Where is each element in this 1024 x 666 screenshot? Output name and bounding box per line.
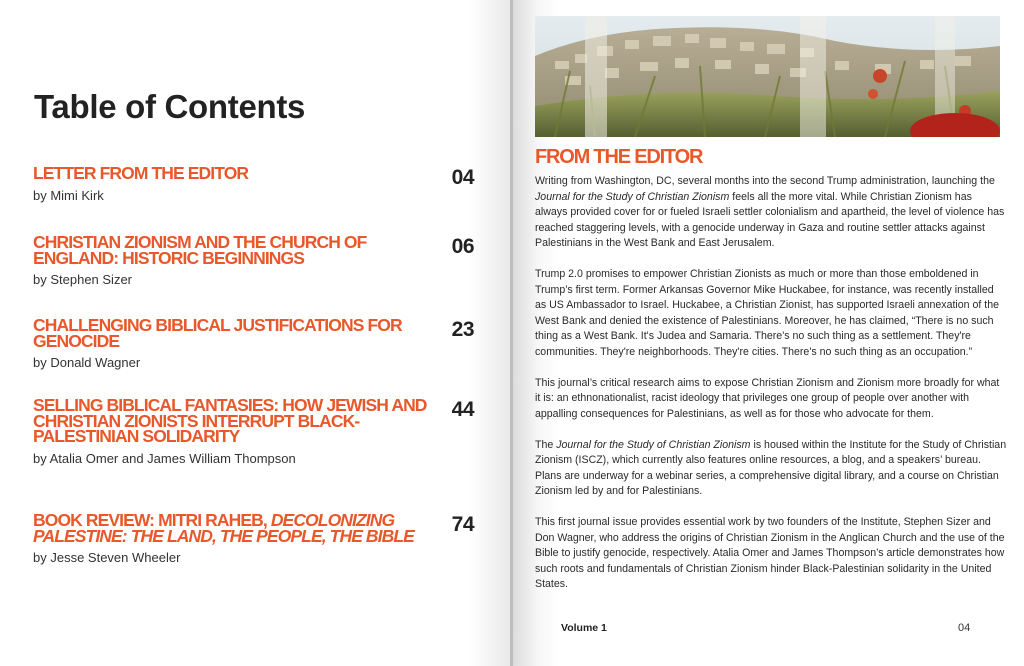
toc-entry[interactable] [33,232,478,287]
toc-entry-title: CHALLENGING BIBLICAL JUSTIFICATIONS FOR GENOCIDE [33,315,402,351]
toc-entry-page-number: 23 [451,318,474,341]
text-span: feels all the more vital. While Christian Zionism has always provided cover for or fueled Israeli settler colonialism and apartheid, the level of violence has reached staggering levels, with a genocide underway in Gaza and routine settler attacks against Palestinians in the West Bank and East Jerusalem. [535,190,1005,249]
page-number: 04 [958,622,971,634]
body-paragraph: This first journal issue provides essential work by two founders of the Institute, Stephen Sizer and Don Wagner, who address the origins of Christian Zionism in the Anglican Church and the use of the Bible to justify genocide, respectively. Atalia Omer and James Thompson’s article demonstrates how such roots and fundamentals of Christian Zionism hinder Black-Palestinian solidarity in the United States. [535,516,1005,590]
toc-entry-title: SELLING BIBLICAL FANTASIES: HOW JEWISH AND CHRISTIAN ZIONISTS INTERRUPT BLACK-PALESTINIAN SOLIDARITY [33,395,427,446]
toc-entry[interactable] [33,395,478,466]
toc-entry-author: by Donald Wagner [33,355,141,370]
body-paragraph: This journal’s critical research aims to expose Christian Zionism and Zionism more broadly for what it is: an ethnonationalist, racist ideology that privileges one group of people over another with appalling consequences for Palestinians, as well as for those who advocate for them. [535,376,1000,420]
toc-entry-page-number: 06 [451,235,474,258]
toc-entry-title: LETTER FROM THE EDITOR [33,163,249,183]
toc-entry-title [33,510,428,546]
toc-title: Table of Contents [34,88,306,125]
hillside-city-photo [535,16,1000,137]
toc-entry-author: by Mimi Kirk [33,187,104,203]
editor-letter-body [535,174,1007,608]
toc-entry-title-prefix: BOOK REVIEW: MITRI RAHEB, [33,510,271,530]
toc-entry-title: CHRISTIAN ZIONISM AND THE CHURCH OF ENGLAND: HISTORIC BEGINNINGS [33,232,367,268]
toc-entry-author: by Stephen Sizer [33,272,133,287]
editor-letter-page [513,0,1024,666]
toc-entry[interactable] [33,315,478,370]
toc-entry-title-book: DECOLONIZING PALESTINE: THE LAND, THE PEOPLE, THE BIBLE [33,510,414,546]
volume-label: Volume 1 [561,622,607,634]
text-span: is housed within the Institute for the Study of Christian Zionism (ISCZ), which currently also features online resources, a blog, and a speakers’ bureau. Plans are underway for a webinar series, a comprehensive digital library, and a course on Christian Zionism led by and for Palestinians. [535,438,1007,497]
journal-title: Journal for the Study of Christian Zionism [556,438,751,451]
body-paragraph [535,174,1007,252]
body-paragraph [535,438,1007,500]
toc-entry[interactable] [33,163,478,203]
toc-entry[interactable] [33,510,478,565]
body-paragraph: Trump 2.0 promises to empower Christian Zionists as much or more than those emboldened in Trump’s first term. Former Arkansas Governor Mike Huckabee, for instance, was recently installed as US Ambassador to Israel. Huckabee, a Christian Zionist, has supported Israeli annexation of the West Bank and denied the existence of Palestinians. Moreover, he has claimed, “There is no such thing as a West Bank. It's Judea and Samaria. There's no such thing as a settlement. They're communities. They're neighborhoods. They're cities. There's no such thing as an occupation.” [535,268,1000,358]
table-of-contents-page [0,0,510,666]
toc-entry-page-number: 04 [451,166,474,189]
text-span: The [535,438,557,451]
toc-entry-author: by Atalia Omer and James William Thompson [33,450,296,466]
text-span: Writing from Washington, DC, several months into the second Trump administration, launching the [535,175,995,187]
toc-entry-author: by Jesse Steven Wheeler [33,550,181,565]
editor-heading: FROM THE EDITOR [535,146,703,168]
toc-entry-page-number: 44 [451,398,474,421]
toc-entry-page-number: 74 [451,513,474,536]
journal-title: Journal for the Study of Christian Zionism [535,190,730,203]
